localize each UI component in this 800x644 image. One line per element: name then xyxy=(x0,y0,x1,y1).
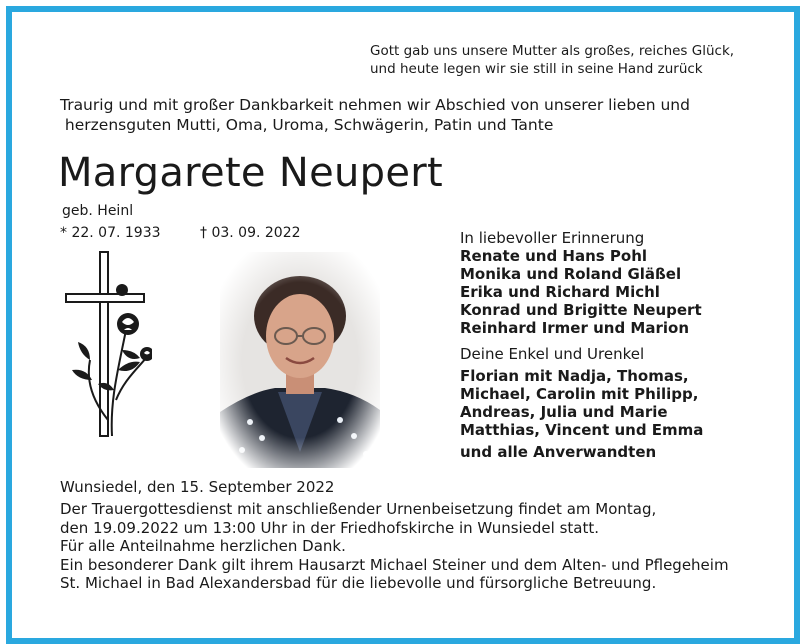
closing-line-3: Für alle Anteilnahme herzlichen Dank. xyxy=(60,537,346,555)
birth-name: geb. Heinl xyxy=(62,203,134,219)
mourner-name: Monika und Roland Gläßel xyxy=(460,265,682,283)
mourner-name: Matthias, Vincent und Emma xyxy=(460,421,704,439)
mourners-group-1-title: In liebevoller Erinnerung xyxy=(460,229,645,247)
mourner-name: Andreas, Julia und Marie xyxy=(460,403,668,421)
mourners-group-2-title: Deine Enkel und Urenkel xyxy=(460,345,645,363)
quote-line-2: und heute legen wir sie still in seine Hand zurück xyxy=(370,61,703,77)
mourner-name: Konrad und Brigitte Neupert xyxy=(460,301,702,319)
closing-text xyxy=(60,500,729,593)
intro-text xyxy=(60,95,690,135)
mourners-list xyxy=(460,229,703,461)
closing-line-5: St. Michael in Bad Alexandersbad für die liebevolle und fürsorgliche Betreuung. xyxy=(60,574,657,592)
intro-line-1: Traurig und mit großer Dankbarkeit nehmen wir Abschied von unserer lieben und xyxy=(60,96,690,114)
closing-line-2: den 19.09.2022 um 13:00 Uhr in der Friedhofskirche in Wunsiedel statt. xyxy=(60,518,600,537)
cross-with-rose-icon xyxy=(62,250,152,440)
intro-line-2: herzensguten Mutti, Oma, Uroma, Schwägerin, Patin und Tante xyxy=(60,116,554,134)
mourner-name: Michael, Carolin mit Philipp, xyxy=(460,385,699,403)
mourner-name: Renate und Hans Pohl xyxy=(460,247,648,265)
mourner-name: Erika und Richard Michl xyxy=(460,283,660,301)
mourner-name: Reinhard Irmer und Marion xyxy=(460,319,689,337)
quote xyxy=(370,42,734,78)
mourner-name: Florian mit Nadja, Thomas, xyxy=(460,367,689,385)
death-date: † 03. 09. 2022 xyxy=(200,225,301,241)
portrait-photo xyxy=(220,252,380,468)
place-date: Wunsiedel, den 15. September 2022 xyxy=(60,478,335,496)
closing-line-4: Ein besonderer Dank gilt ihrem Hausarzt Michael Steiner und dem Alten- und Pflegeheim xyxy=(60,555,729,574)
birth-date: * 22. 07. 1933 xyxy=(60,225,161,241)
mourners-closing: und alle Anverwandten xyxy=(460,443,657,461)
closing-line-1: Der Trauergottesdienst mit anschließender Urnenbeisetzung findet am Montag, xyxy=(60,500,657,518)
quote-line-1: Gott gab uns unsere Mutter als großes, reiches Glück, xyxy=(370,43,735,59)
deceased-name: Margarete Neupert xyxy=(58,150,443,196)
